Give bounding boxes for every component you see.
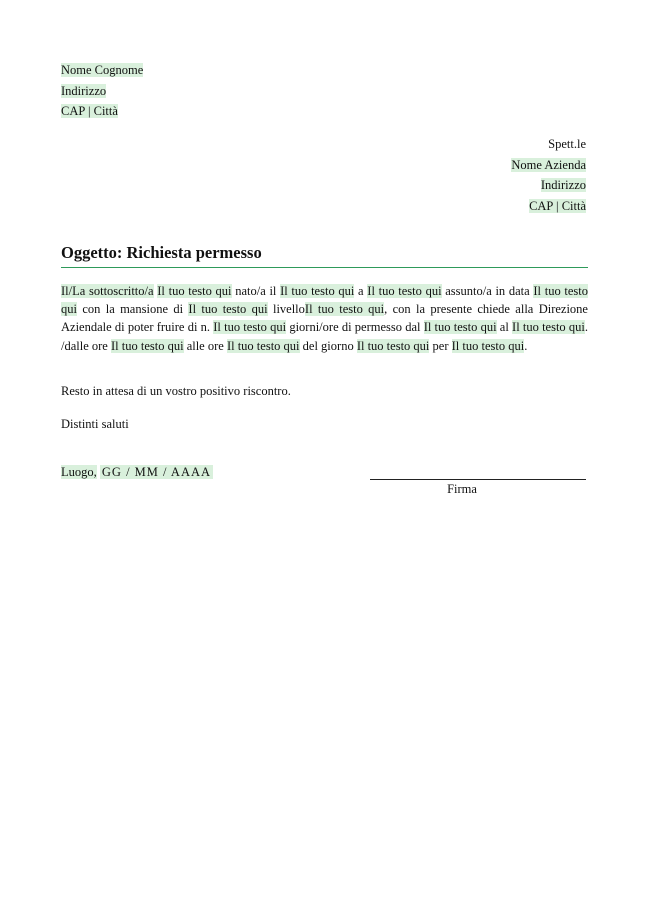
body-text: alle ore (183, 338, 227, 353)
body-field[interactable]: Il tuo testo qui (512, 320, 585, 335)
body-text: , con la presente chiede alla Direzione Aziendale di poter fruire di n. (61, 302, 588, 335)
body-field[interactable]: Il tuo testo qui (367, 284, 442, 298)
recipient-company[interactable]: Nome Azienda (511, 157, 586, 172)
body-field[interactable]: Il tuo testo qui (356, 338, 430, 353)
body-text: nato/a il (231, 284, 281, 298)
sender-address[interactable]: Indirizzo (61, 83, 107, 98)
body-text: . /dalle ore (61, 320, 589, 353)
body-text: assunto/a in data (441, 284, 534, 298)
body-text: . (524, 338, 528, 353)
body-field[interactable]: Il tuo testo qui (157, 284, 232, 298)
body-text: al (496, 320, 513, 335)
date-field[interactable]: GG / MM / AAAA (101, 465, 212, 479)
body-field[interactable]: Il tuo testo qui (61, 284, 588, 317)
body-field[interactable]: Il tuo testo qui (280, 284, 355, 298)
sender-name[interactable]: Nome Cognome (61, 63, 144, 77)
sender-block (61, 60, 143, 122)
signature-label: Firma (447, 482, 477, 496)
body-text: livello (267, 302, 305, 317)
body-text: del giorno (299, 338, 357, 353)
body-field[interactable]: Il tuo testo qui (451, 338, 525, 353)
recipient-separator: | (553, 199, 562, 213)
closing-sentence: Resto in attesa di un vostro positivo riscontro. (61, 384, 291, 398)
regards-line: Distinti saluti (61, 417, 129, 431)
recipient-address[interactable]: Indirizzo (540, 178, 586, 192)
body-field[interactable]: Il tuo testo qui (226, 338, 300, 353)
body-field[interactable]: Il tuo testo qui (110, 338, 184, 353)
body-text: con la mansione di (76, 302, 189, 317)
body-field[interactable]: Il tuo testo qui (304, 302, 385, 317)
sender-city[interactable]: Città (93, 104, 118, 118)
body-field[interactable]: Il tuo testo qui (423, 320, 497, 335)
body-field[interactable]: Il tuo testo qui (188, 302, 268, 317)
body-text: giorni/ore di permesso dal (286, 320, 424, 335)
body-text: Il/La sottoscritto/a (61, 284, 154, 298)
body-field[interactable]: Il tuo testo qui (213, 320, 287, 335)
subject-heading: Oggetto: Richiesta permesso (61, 243, 588, 268)
recipient-block (511, 134, 586, 216)
recipient-cap[interactable]: CAP (529, 198, 553, 213)
recipient-salutation: Spett.le (548, 137, 586, 151)
recipient-city[interactable]: Città (561, 198, 586, 213)
place-date-row (61, 465, 213, 480)
body-text: a (354, 284, 368, 298)
place-field[interactable]: Luogo, (61, 465, 97, 479)
sender-cap[interactable]: CAP (61, 104, 85, 118)
sender-separator: | (85, 104, 94, 118)
body-text: per (429, 338, 452, 353)
request-paragraph (61, 282, 588, 355)
signature-line (370, 479, 586, 480)
